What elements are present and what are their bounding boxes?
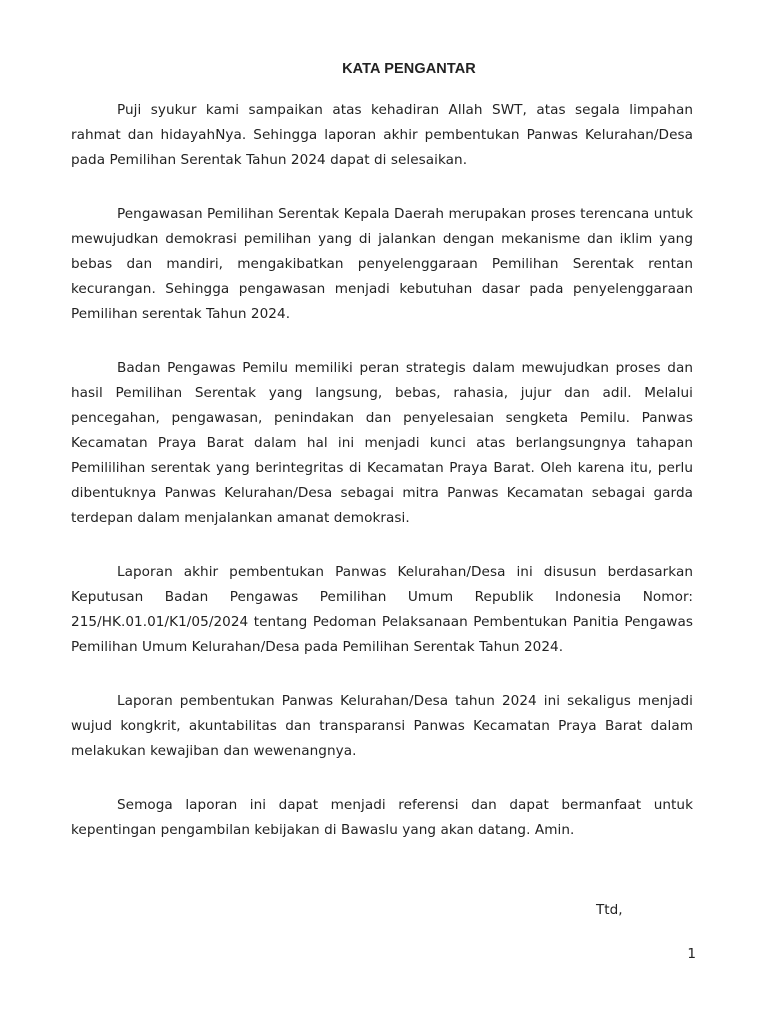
paragraph-2: Pengawasan Pemilihan Serentak Kepala Daerah merupakan proses terencana untuk mewujudkan demokrasi pemilihan yang di jalankan dengan mekanisme dan iklim yang bebas dan mandiri, mengakibatkan penyelenggaraan Pemilihan Serentak rentan kecurangan. Sehingga pengawasan menjadi kebutuhan dasar pada penyelenggaraan Pemilihan serentak Tahun 2024.	[71, 206, 693, 322]
signature: Ttd,	[596, 902, 623, 918]
page-title: KATA PENGANTAR	[342, 61, 476, 77]
paragraph-1: Puji syukur kami sampaikan atas kehadiran Allah SWT, atas segala limpahan rahmat dan hidayahNya. Sehingga laporan akhir pembentukan Panwas Kelurahan/Desa pada Pemilihan Serentak Tahun 2024 dapat di selesaikan.	[71, 102, 693, 168]
paragraph-3: Badan Pengawas Pemilu memiliki peran strategis dalam mewujudkan proses dan hasil Pemilihan Serentak yang langsung, bebas, rahasia, jujur dan adil. Melalui pencegahan, pengawasan, penindakan dan penyelesaian sengketa Pemilu. Panwas Kecamatan Praya Barat dalam hal ini menjadi kunci atas berlangsungnya tahapan Pemililihan serentak yang berintegritas di Kecamatan Praya Barat. Oleh karena itu, perlu dibentuknya Panwas Kelurahan/Desa sebagai mitra Panwas Kecamatan sebagai garda terdepan dalam menjalankan amanat demokrasi.	[71, 360, 693, 526]
page-number: 1	[687, 946, 696, 962]
paragraph-5: Laporan pembentukan Panwas Kelurahan/Desa tahun 2024 ini sekaligus menjadi wujud kongkrit, akuntabilitas dan transparansi Panwas Kecamatan Praya Barat dalam melakukan kewajiban dan wewenangnya.	[71, 693, 693, 759]
paragraph-6: Semoga laporan ini dapat menjadi referensi dan dapat bermanfaat untuk kepentingan pengambilan kebijakan di Bawaslu yang akan datang. Amin.	[71, 797, 693, 838]
document-body	[71, 98, 693, 872]
paragraph-4: Laporan akhir pembentukan Panwas Kelurahan/Desa ini disusun berdasarkan Keputusan Badan Pengawas Pemilihan Umum Republik Indonesia Nomor: 215/HK.01.01/K1/05/2024 tentang Pedoman Pelaksanaan Pembentukan Panitia Pengawas Pemilihan Umum Kelurahan/Desa pada Pemilihan Serentak Tahun 2024.	[71, 564, 693, 655]
